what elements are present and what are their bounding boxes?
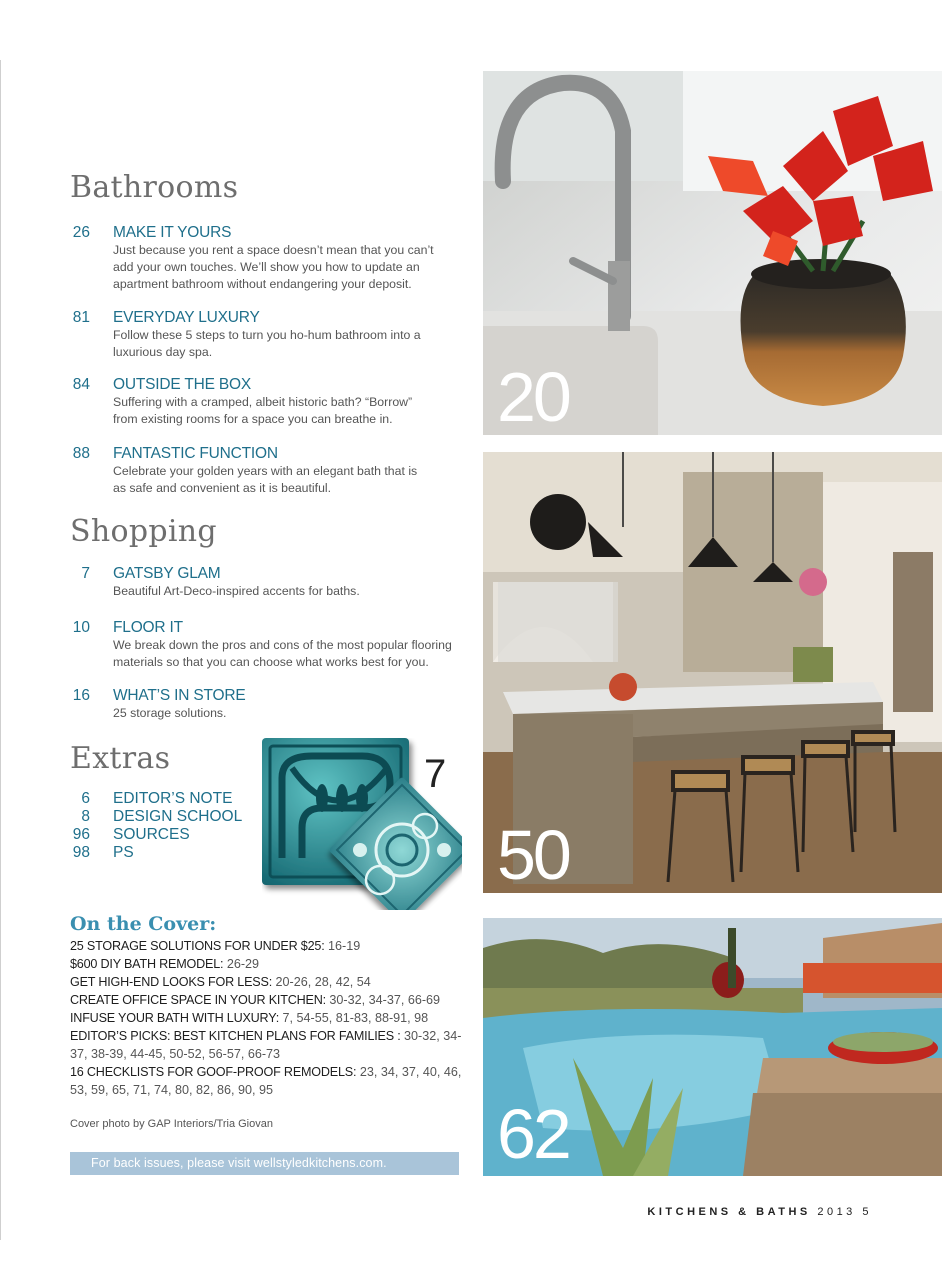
cover-line-pages: 7, 54-55, 81-83, 88-91, 98 — [282, 1011, 429, 1025]
extras-item-design-school[interactable] — [70, 808, 270, 826]
toc-page-number: 84 — [72, 376, 90, 393]
photo-bathroom-lilies[interactable] — [483, 71, 942, 435]
toc-page-number: 7 — [81, 565, 90, 582]
toc-page-number: 16 — [72, 687, 90, 704]
cover-line-pages: 16-19 — [328, 939, 361, 953]
cover-line-headline: INFUSE YOUR BATH WITH LUXURY: — [70, 1011, 280, 1025]
cover-photo-credit: Cover photo by GAP Interiors/Tria Giovan — [70, 1118, 273, 1130]
toc-headline: FANTASTIC FUNCTION — [113, 445, 278, 462]
cover-line-headline: GET HIGH-END LOOKS FOR LESS: — [70, 975, 273, 989]
issue-year: 2013 — [817, 1206, 856, 1218]
cover-line[interactable] — [70, 955, 475, 973]
toc-description: We break down the pros and cons of the most popular flooring materials so that you can choose what works best for you. — [113, 638, 452, 669]
toc-description: Beautiful Art-Deco-inspired accents for baths. — [113, 584, 360, 598]
cover-line[interactable] — [70, 1009, 475, 1027]
toc-headline: MAKE IT YOURS — [113, 224, 232, 241]
toc-headline: WHAT’S IN STORE — [113, 687, 246, 704]
toc-headline: OUTSIDE THE BOX — [113, 376, 251, 393]
cover-lines-list — [70, 937, 475, 1099]
toc-page-number: 88 — [72, 445, 90, 462]
toc-headline: DESIGN SCHOOL — [113, 808, 243, 825]
photo-page-number: 20 — [497, 358, 569, 435]
toc-headline: SOURCES — [113, 826, 190, 843]
toc-entry-fantastic-function[interactable] — [70, 445, 470, 497]
toc-description: Suffering with a cramped, albeit historic bath? “Borrow” from existing rooms for a space you can breathe in. — [113, 395, 413, 426]
toc-page-number: 8 — [81, 808, 90, 825]
on-the-cover-title: On the Cover: — [70, 913, 217, 935]
toc-entry-whats-in-store[interactable] — [70, 687, 470, 722]
cover-line-pages: 23, 34, 37, 40, 46, 53, 59, 65, 71, 74, 80, 82, 86, 90, 95 — [70, 1065, 462, 1097]
page-edge-rule — [0, 60, 1, 1240]
toc-headline: PS — [113, 844, 134, 861]
cover-line-headline: 25 STORAGE SOLUTIONS FOR UNDER $25: — [70, 939, 325, 953]
toc-page-number: 98 — [72, 844, 90, 861]
toc-headline: GATSBY GLAM — [113, 565, 221, 582]
toc-headline: FLOOR IT — [113, 619, 183, 636]
section-title-extras: Extras — [70, 741, 171, 776]
back-issues-banner[interactable]: For back issues, please visit wellstyledkitchens.com. — [70, 1152, 459, 1175]
photo-kitchen-island[interactable] — [483, 452, 942, 893]
toc-page-number: 26 — [72, 224, 90, 241]
cover-line[interactable] — [70, 1027, 475, 1063]
cover-line-pages: 26-29 — [226, 957, 260, 971]
toc-page-number: 6 — [81, 790, 90, 807]
cover-line-pages: 20-26, 28, 42, 54 — [275, 975, 371, 989]
section-title-bathrooms: Bathrooms — [70, 170, 239, 205]
photo-page-number: 62 — [497, 1095, 569, 1173]
cover-line[interactable] — [70, 937, 475, 955]
toc-description: Celebrate your golden years with an elegant bath that is as safe and convenient as it is beautiful. — [113, 464, 418, 495]
toc-entry-gatsby-glam[interactable] — [70, 565, 470, 600]
toc-entry-floor-it[interactable] — [70, 619, 470, 671]
cover-line[interactable] — [70, 973, 475, 991]
folio-page-number: 5 — [862, 1206, 872, 1218]
toc-page-number: 81 — [72, 309, 90, 326]
cover-line[interactable] — [70, 1063, 475, 1099]
extras-item-sources[interactable] — [70, 826, 270, 844]
cover-line-pages: 30-32, 34-37, 66-69 — [329, 993, 441, 1007]
cover-line-headline: 16 CHECKLISTS FOR GOOF-PROOF REMODELS: — [70, 1065, 357, 1079]
cover-line-headline: $600 DIY BATH REMODEL: — [70, 957, 224, 971]
toc-headline: EDITOR’S NOTE — [113, 790, 233, 807]
toc-headline: EVERYDAY LUXURY — [113, 309, 260, 326]
toc-description: Follow these 5 steps to turn you ho-hum bathroom into a luxurious day spa. — [113, 328, 421, 359]
extras-item-ps[interactable] — [70, 844, 270, 862]
toc-entry-make-it-yours[interactable] — [70, 224, 470, 293]
magazine-name: KITCHENS & BATHS — [647, 1206, 811, 1218]
toc-entry-everyday-luxury[interactable] — [70, 309, 470, 361]
extras-item-editors-note[interactable] — [70, 790, 270, 808]
cover-line-headline: EDITOR’S PICKS: BEST KITCHEN PLANS FOR FAMILIES : — [70, 1029, 401, 1043]
toc-page-number: 10 — [72, 619, 90, 636]
cover-line-headline: CREATE OFFICE SPACE IN YOUR KITCHEN: — [70, 993, 326, 1007]
cover-line[interactable] — [70, 991, 475, 1009]
tiles-page-number: 7 — [424, 752, 447, 796]
extras-list — [70, 790, 270, 862]
photo-page-number: 50 — [497, 816, 569, 893]
toc-description: 25 storage solutions. — [113, 706, 227, 720]
toc-entry-outside-the-box[interactable] — [70, 376, 470, 428]
cover-line-pages: 30-32, 34-37, 38-39, 44-45, 50-52, 56-57, 66-73 — [70, 1029, 462, 1061]
toc-description: Just because you rent a space doesn’t mean that you can’t add your own touches. We’ll show you how to update an apartment bathroom without endangering your deposit. — [113, 243, 434, 291]
page-footer — [647, 1206, 872, 1218]
section-title-shopping: Shopping — [70, 514, 217, 549]
photo-desert-pool[interactable] — [483, 918, 942, 1176]
toc-page-number: 96 — [72, 826, 90, 843]
